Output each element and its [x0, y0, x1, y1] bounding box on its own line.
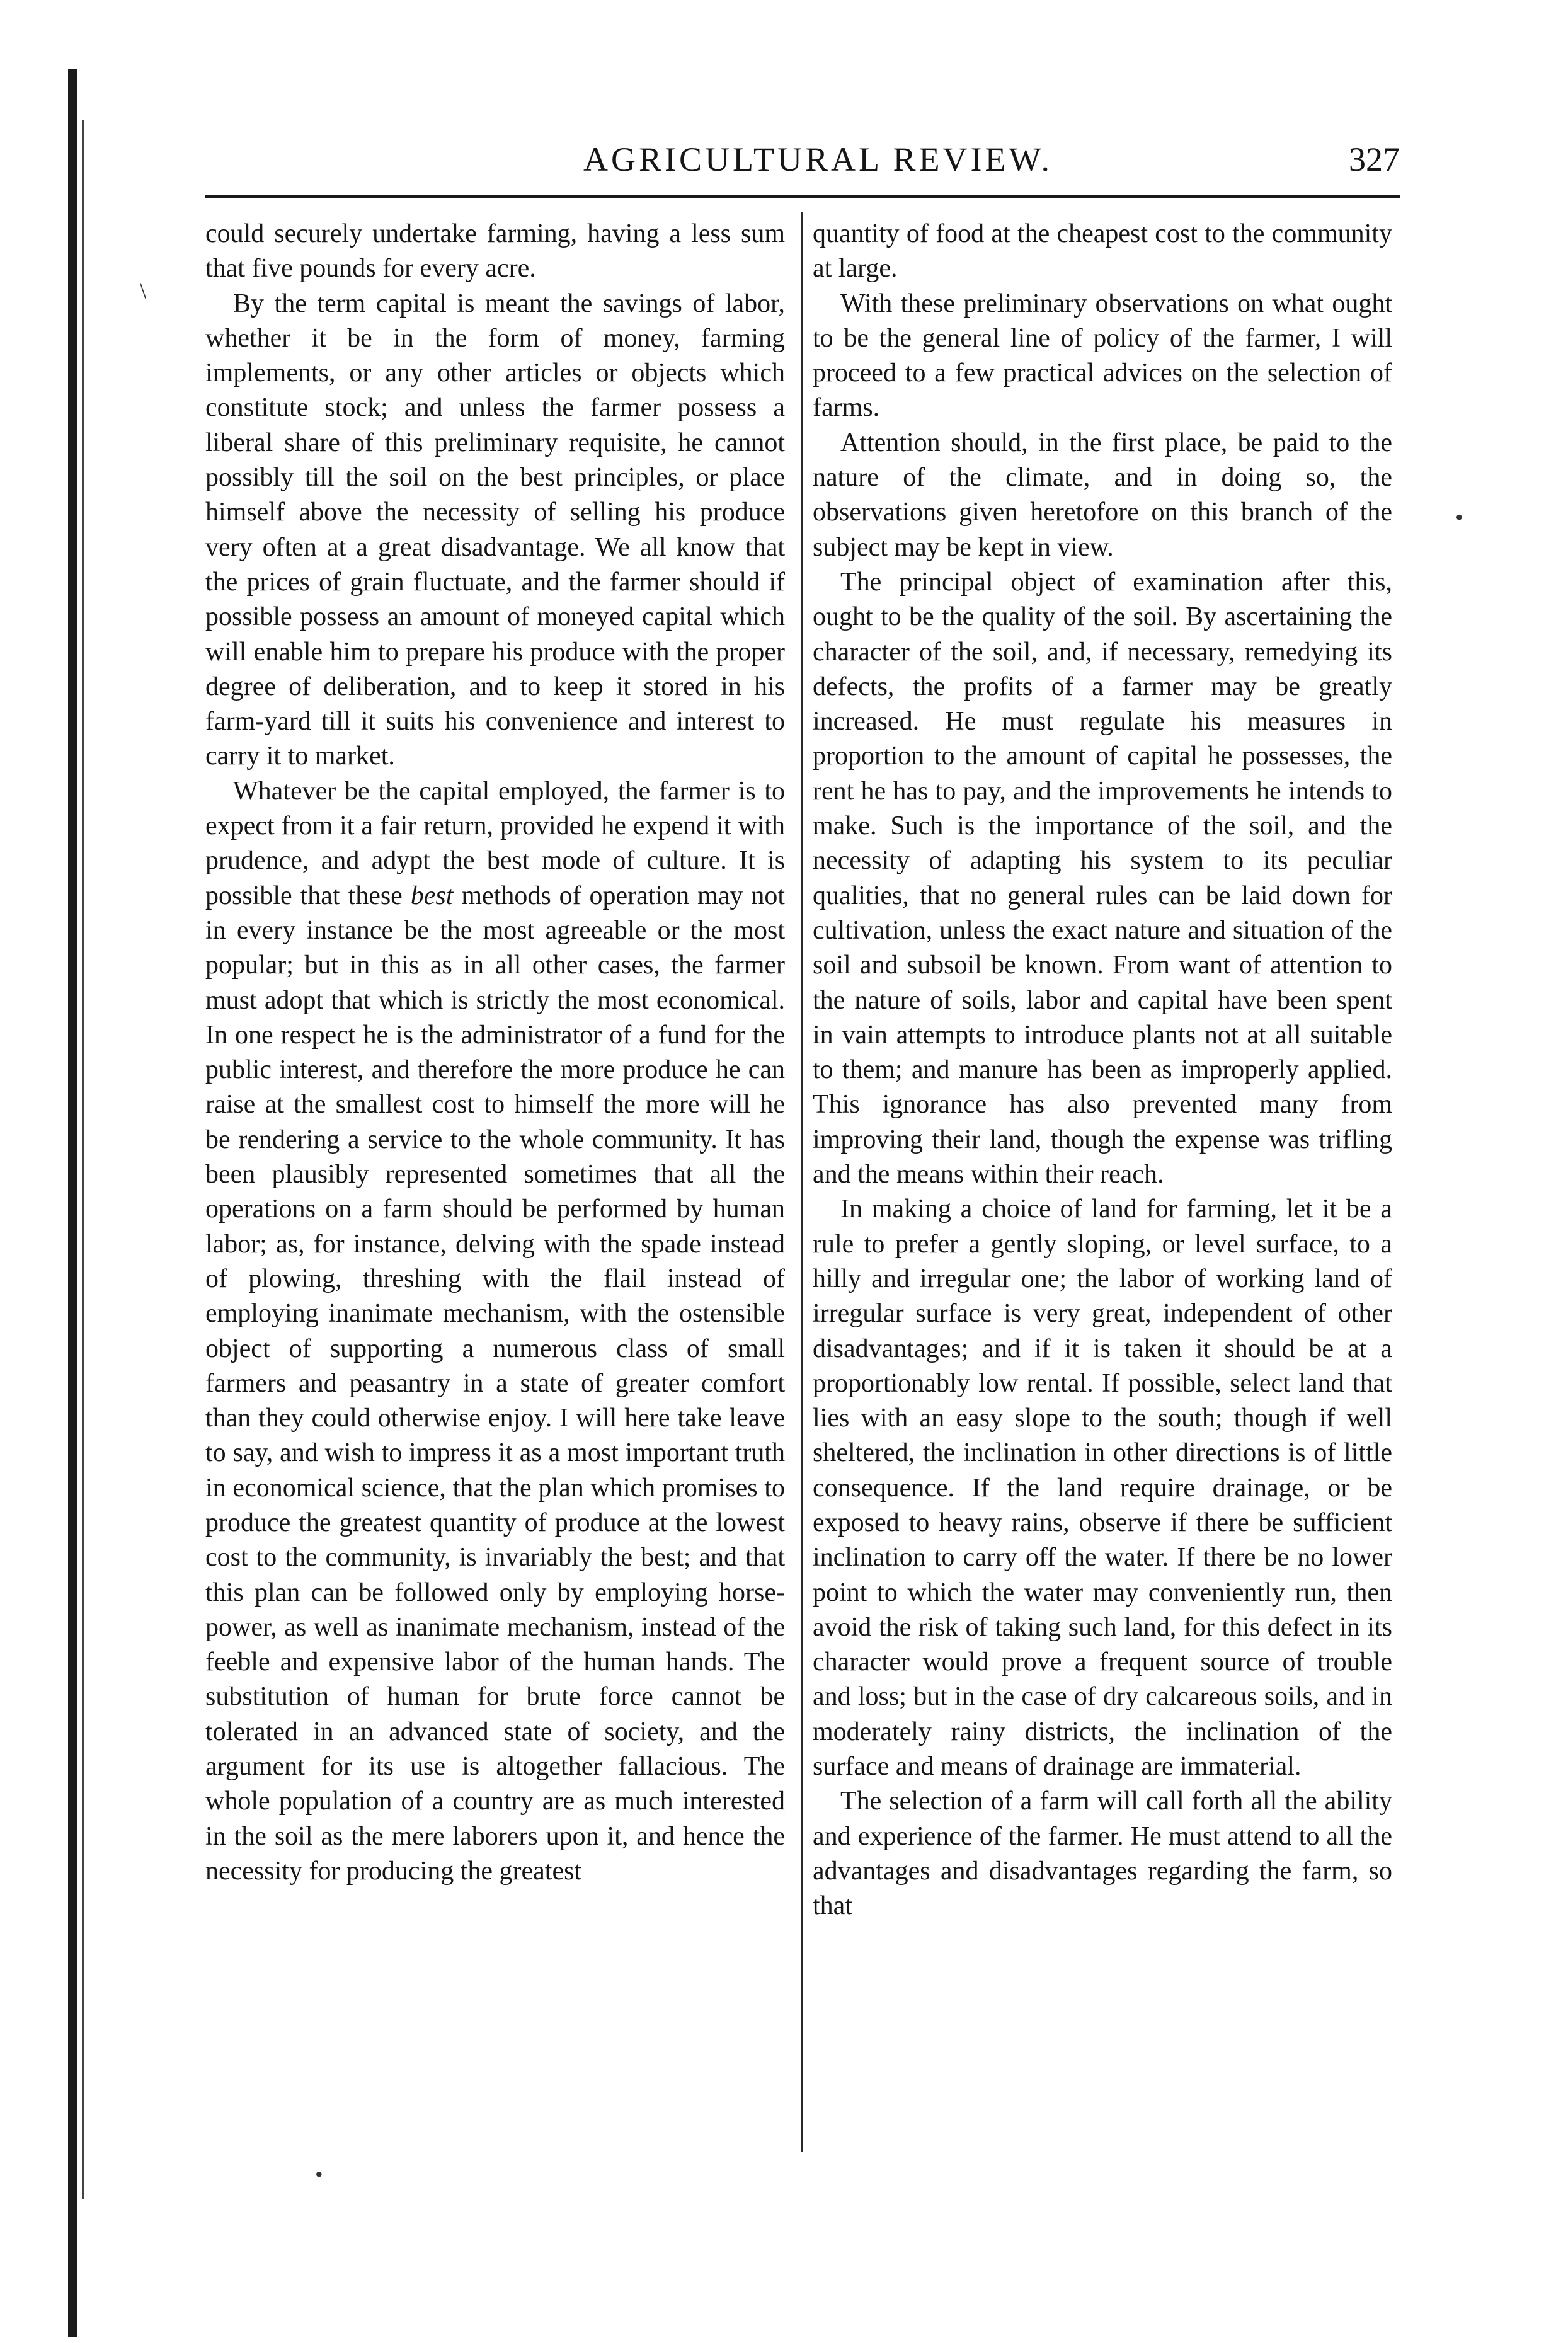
paragraph-8: In making a choice of land for farming, let it be a rule to prefer a gently sloping, or level surface, to a hilly and irregular one; the labor of working land of irregular surface is very great, independent of other disadvantages; and if it is taken it should be at a proportionably low rental. If possible, select land that lies with an easy slope to the south; though if well sheltered, the inclination in other directions is of little consequence. If the land require drainage, or be exposed to heavy rains, observe if there be sufficient inclination to carry off the water. If there be no lower point to which the water may conveniently run, then avoid the risk of taking such land, for this defect in its character would prove a frequent source of trouble and loss; but in the case of dry calcareous soils, and in moderately rainy districts, the inclination of the surface and means of drainage are immaterial. [813, 1194, 1392, 1782]
paragraph-5: With these preliminary observations on what ought to be the general line of policy of the farmer, I will proceed to a few practical advices on the selection of farms. [813, 289, 1392, 423]
paragraph-7: The principal object of examination after this, ought to be the quality of the soil. By ascertaining the character of the soil, and, if necessary, remedying its defects, the profits of a farmer may be greatly increased. He must regulate his measures in proportion to the amount of capital he possesses, the rent he has to pay, and the improvements he intends to make. Such is the importance of the soil, and the necessity of adapting his system to its peculiar qualities, that no general rules can be laid down for cultivation, unless the exact nature and situation of the soil and subsoil be known. From want of attention to the nature of soils, labor and capital have been spent in vain attempts to introduce plants not at all suitable to them; and manure has been as improperly applied. This ignorance has also prevented many from improving their land, though the expense was trifling and the means within their reach. [813, 567, 1392, 1189]
margin-speck: \ [140, 278, 147, 303]
margin-speck: • [315, 2162, 323, 2187]
paragraph-3 [205, 774, 785, 1889]
right-column [813, 217, 1392, 1924]
column-divider [801, 212, 803, 2152]
page-header [205, 140, 1400, 197]
header-rule [205, 195, 1400, 198]
paragraph-9: The selection of a farm will call forth all the ability and experience of the farmer. He must attend to all the advantages and disadvantages regarding the farm, so that [813, 1787, 1392, 1921]
margin-speck: • [1455, 505, 1463, 530]
left-column [205, 217, 785, 1889]
paragraph-3-part-2: methods of operation may not in every instance be the most agreeable or the most popular; but in this as in all other cases, the farmer must adopt that which is strictly the most economical. In one respect he is the administrator of a fund for the public interest, and therefore the more produce he can raise at the smallest cost to himself the more will he be rendering a service to the whole community. It has been plausibly represented sometimes that all the operations on a farm should be performed by human labor; as, for instance, delving with the spade instead of plowing, threshing with the flail instead of employing inanimate mechanism, with the ostensible object of supporting a numerous class of small farmers and peasantry in a state of greater comfort than they could otherwise enjoy. I will here take leave to say, and wish to impress it as a most important truth in economical science, that the plan which promises to produce the greatest quantity of produce at the lowest cost to the community, is invariably the best; and that this plan can be followed only by employing horse-power, as well as inanimate mechanism, instead of the feeble and expensive labor of the human hands. The substitution of human for brute force cannot be tolerated in an advanced state of society, and the argument for its use is altogether fallacious. The whole population of a country are as much interested in the soil as the mere laborers upon it, and hence the necessity for producing the greatest [205, 881, 785, 1886]
paragraph-3-part-1: Whatever be the capital employed, the farmer is to expect from it a fair return, provided he expend it with prudence, and adypt the best mode of culture. It is possible that these [205, 776, 785, 910]
paragraph-4: quantity of food at the cheapest cost to the community at large. [813, 219, 1392, 284]
italic-word-best: best [410, 881, 454, 910]
paragraph-6: Attention should, in the first place, be paid to the nature of the climate, and in doing so, the observations given heretofore on this branch of the subject may be kept in view. [813, 428, 1392, 562]
running-title: AGRICULTURAL REVIEW. [583, 140, 1053, 178]
page-binding-edge [68, 69, 77, 2337]
paragraph-2: By the term capital is meant the savings of labor, whether it be in the form of money, farming implements, or any other articles or objects which constitute stock; and unless the farmer possess a liberal share of this preliminary requisite, he cannot possibly till the soil on the best principles, or place himself above the necessity of selling his produce very often at a great disadvantage. We all know that the prices of grain fluctuate, and the farmer should if possible possess an amount of moneyed capital which will enable him to prepare his produce with the proper degree of deliberation, and to keep it stored in his farm-yard till it suits his convenience and interest to carry it to market. [205, 289, 785, 771]
page-number: 327 [1349, 140, 1400, 178]
paragraph-1: could securely undertake farming, having a less sum that five pounds for every acre. [205, 219, 785, 284]
